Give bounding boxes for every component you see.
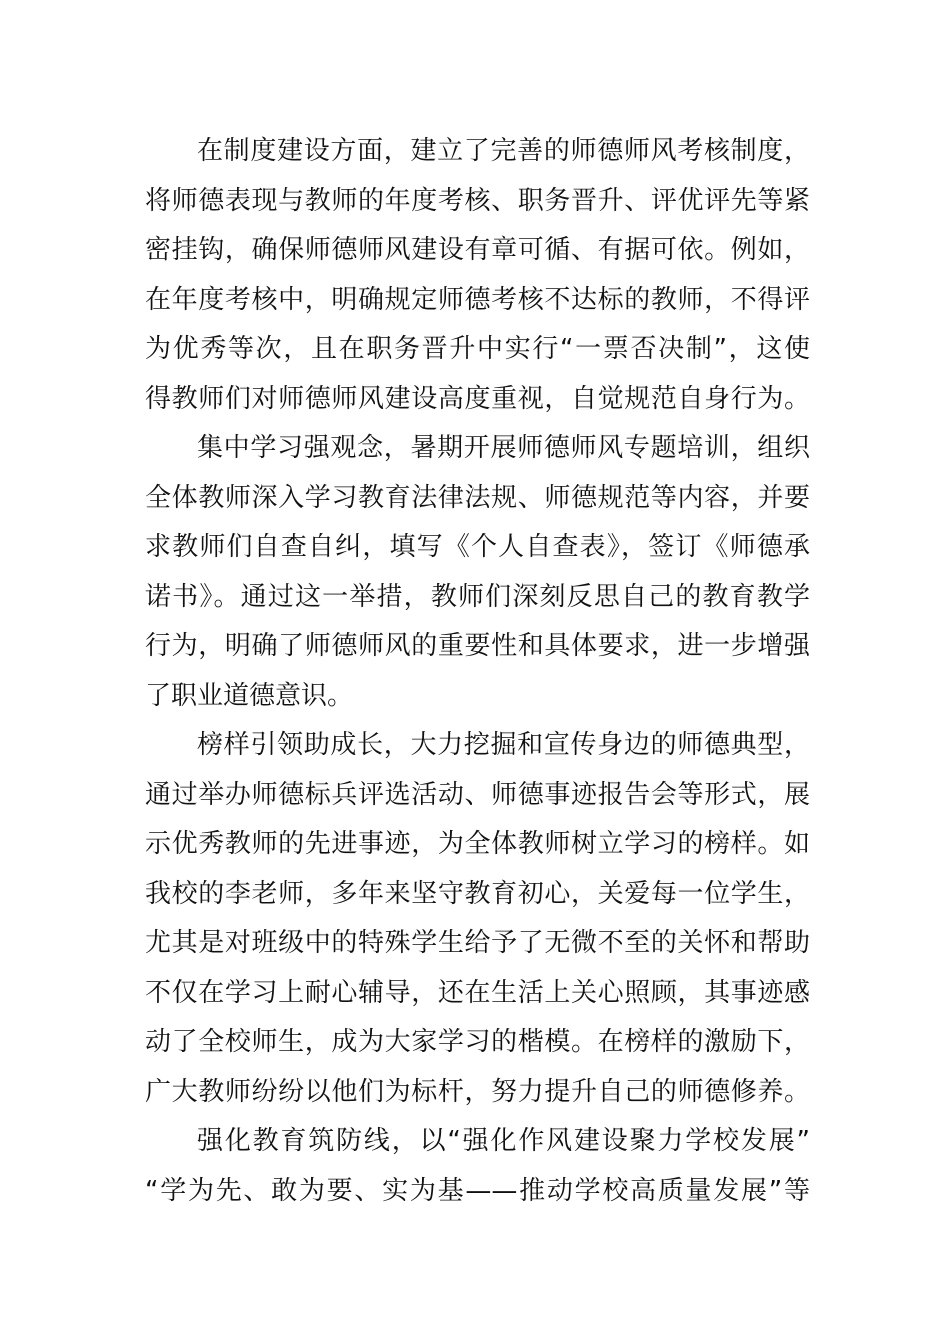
text-line: 我校的李老师，多年来坚守教育初心，关爱每一位学生， [145,878,810,909]
text-line: 在制度建设方面，建立了完善的师德师风考核制度， [197,136,810,166]
text-line: 密挂钩，确保师德师风建设有章可循、有据可依。例如， [145,235,810,265]
text-line: 得教师们对师德师风建设高度重视，自觉规范自身行为。 [145,383,810,414]
text-line: 广大教师纷纷以他们为标杆，努力提升自己的师德修养。 [145,1076,810,1107]
text-line: 行为，明确了师德师风的重要性和具体要求，进一步增强 [145,631,810,661]
text-line: 将师德表现与教师的年度考核、职务晋升、评优评先等紧 [145,185,810,216]
text-line: 不仅在学习上耐心辅导，还在生活上关心照顾，其事迹感 [145,977,810,1008]
text-line: 动了全校师生，成为大家学习的楷模。在榜样的激励下， [145,1027,810,1057]
text-line: 通过举办师德标兵评选活动、师德事迹报告会等形式，展 [145,779,810,810]
body-text [145,127,810,1216]
text-line: 诺书》。通过这一举措，教师们深刻反思自己的教育教学 [145,581,810,612]
text-line: 求教师们自查自纠，填写《个人自查表》，签订《师德承 [145,532,810,562]
text-line: 集中学习强观念，暑期开展师德师风专题培训，组织 [197,433,810,463]
text-line: 示优秀教师的先进事迹，为全体教师树立学习的榜样。如 [145,829,810,859]
text-line: 了职业道德意识。 [145,680,354,711]
text-line: “学为先、敢为要、实为基——推动学校高质量发展”等 [145,1175,810,1206]
text-line: 全体教师深入学习教育法律法规、师德规范等内容，并要 [145,482,810,513]
text-line: 尤其是对班级中的特殊学生给予了无微不至的关怀和帮助 [145,928,810,958]
text-line: 榜样引领助成长，大力挖掘和宣传身边的师德典型， [197,730,810,760]
text-line: 在年度考核中，明确规定师德考核不达标的教师，不得评 [145,284,810,315]
text-line: 强化教育筑防线，以“强化作风建设聚力学校发展” [197,1126,810,1156]
text-line: 为优秀等次，且在职务晋升中实行“一票否决制”，这使 [145,334,810,364]
